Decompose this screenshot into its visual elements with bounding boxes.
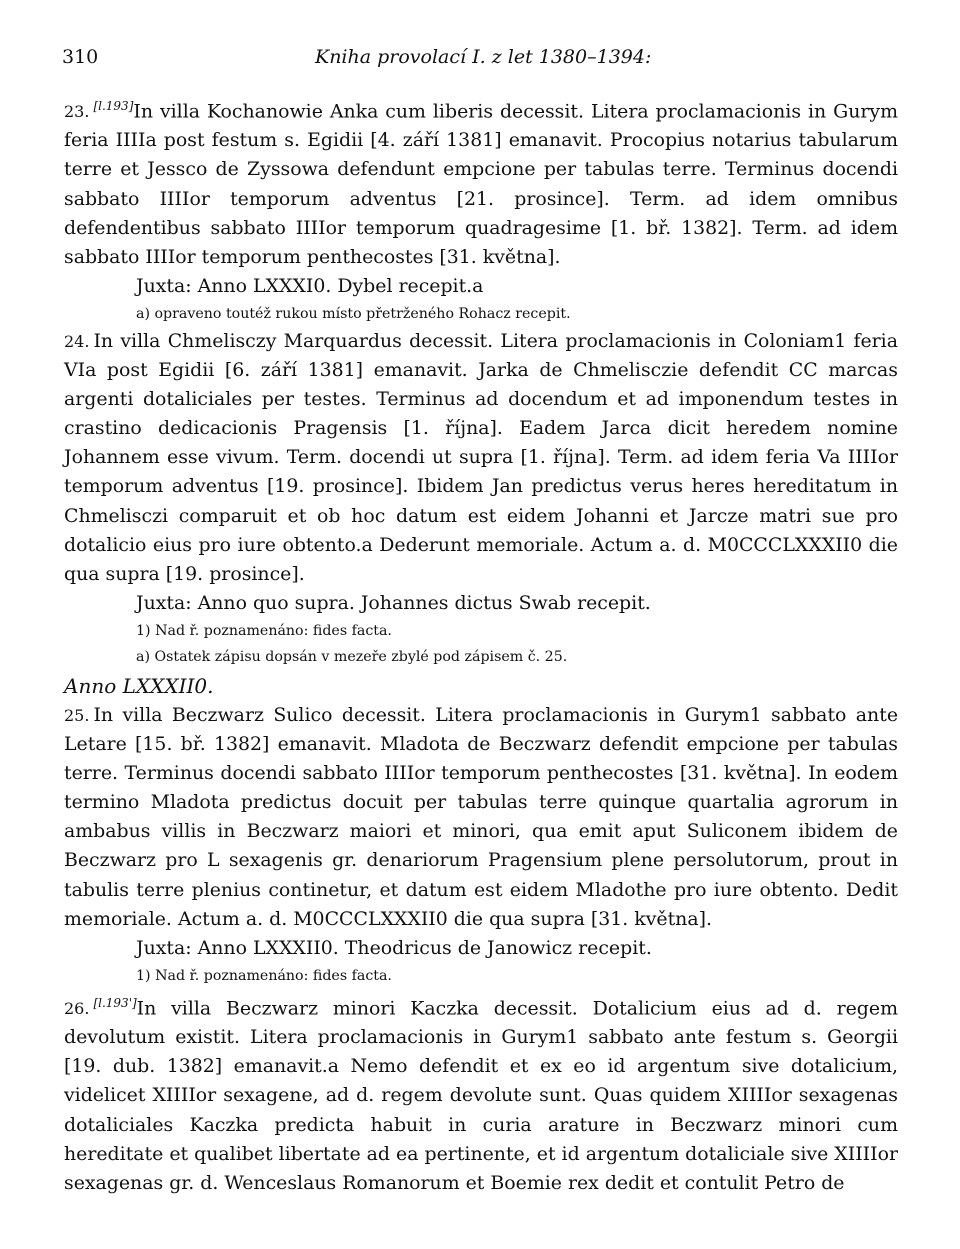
juxta-line: Juxta: Anno quo supra. Johannes dictus Swab recepit. xyxy=(136,591,651,614)
document-body xyxy=(64,92,898,1198)
entry-text: In villa Beczwarz Sulico decessit. Litera proclamacionis in Gurym1 sabbato ante Letare [15. bř. 1382] emanavit. Mladota de Beczwarz defendit empcione per tabulas terre. Terminus docendi sabbato IIIIor temporum penthecostes [31. května]. In eodem termino Mladota predictus docuit per tabulas terre quinque quartalia agrorum in ambabus villis in Beczwarz maiori et minori, qua emit aput Suliconem ibidem de Beczwarz pro L sexagenis gr. denariorum Pragensium plene persolutorum, prout in tabulis terre plenius continetur, et datum est eidem Mladothe pro iure obtento. Dedit memoriale. Actum a. d. M0CCCLXXXII0 die qua supra [31. května]. xyxy=(64,703,898,930)
footnote: 1) Nad ř. poznamenáno: fides facta. xyxy=(136,967,392,984)
entry-25 xyxy=(64,701,898,934)
entry-number: 26. xyxy=(64,999,90,1019)
footnote: 1) Nad ř. poznamenáno: fides facta. xyxy=(136,622,392,639)
folio-marker: [l.193'] xyxy=(93,995,137,1010)
footnote: a) opraveno toutéž rukou místo přetrženého Rohacz recepit. xyxy=(136,305,571,322)
entry-text: In villa Chmelisczy Marquardus decessit. Litera proclamacionis in Coloniam1 feria VIa post Egidii [6. září 1381] emanavit. Jarka de Chmelisczie defendit CC marcas argenti dotaliciales per testes. Terminus ad docendum et ad imponendum testes in crastino dedicacionis Pragensis [1. října]. Eadem Jarca dicit heredem nomine Johannem esse vivum. Term. docendi ut supra [1. října]. Term. ad idem feria Va IIIIor temporum adventus [19. prosince]. Ibidem Jan predictus verus heres hereditatum in Chmelisczi comparuit et ob hoc datum est eidem Johanni et Jarcze matri sue pro dotalicio eius pro iure obtento.a Dederunt memoriale. Actum a. d. M0CCCLXXXII0 die qua supra [19. prosince]. xyxy=(64,329,898,585)
juxta-line: Juxta: Anno LXXXII0. Theodricus de Janowicz recepit. xyxy=(136,936,652,959)
entry-23 xyxy=(64,92,898,272)
running-title: Kniha provolací I. z let 1380–1394: xyxy=(315,46,652,68)
juxta-line: Juxta: Anno LXXXI0. Dybel recepit.a xyxy=(136,274,484,297)
entry-text: In villa Kochanowie Anka cum liberis decessit. Litera proclamacionis in Gurym feria IIIIa post festum s. Egidii [4. září 1381] emanavit. Procopius notarius tabularum terre et Jessco de Zyssowa defendunt empcione per tabulas terre. Terminus docendi sabbato IIIIor temporum adventus [21. prosince]. Term. ad idem omnibus defendentibus sabbato IIIIor temporum quadragesime [1. bř. 1382]. Term. ad idem sabbato IIIIor temporum penthecostes [31. května]. xyxy=(64,100,898,268)
footnote: a) Ostatek zápisu dopsán v mezeře zbylé pod zápisem č. 25. xyxy=(136,648,568,665)
entry-26 xyxy=(64,989,898,1198)
running-header xyxy=(62,46,898,76)
entry-text: In villa Beczwarz minori Kaczka decessit. Dotalicium eius ad d. regem devolutum existit. Litera proclamacionis in Gurym1 sabbato ante festum s. Georgii [19. dub. 1382] emanavit.a Nemo defendit et ex eo id argentum sive dotalicium, videlicet XIIIIor sexagene, ad d. regem devolute sunt. Quas quidem XIIIIor sexagenas dotaliciales Kaczka predicta habuit in curia arature in Beczwarz minori cum hereditate et qualibet libertate ad ea pertinente, et id argentum dotaliciale sive XIIIIor sexagenas gr. d. Wenceslaus Romanorum et Boemie rex dedit et contulit Petro de xyxy=(64,997,898,1194)
entry-24 xyxy=(64,327,898,589)
entry-number: 24. xyxy=(64,331,90,351)
page-number: 310 xyxy=(62,46,99,68)
folio-marker: [l.193] xyxy=(93,99,134,113)
entry-number: 23. xyxy=(64,102,90,122)
year-heading: Anno LXXXII0. xyxy=(64,673,214,698)
entry-number: 25. xyxy=(64,705,90,725)
